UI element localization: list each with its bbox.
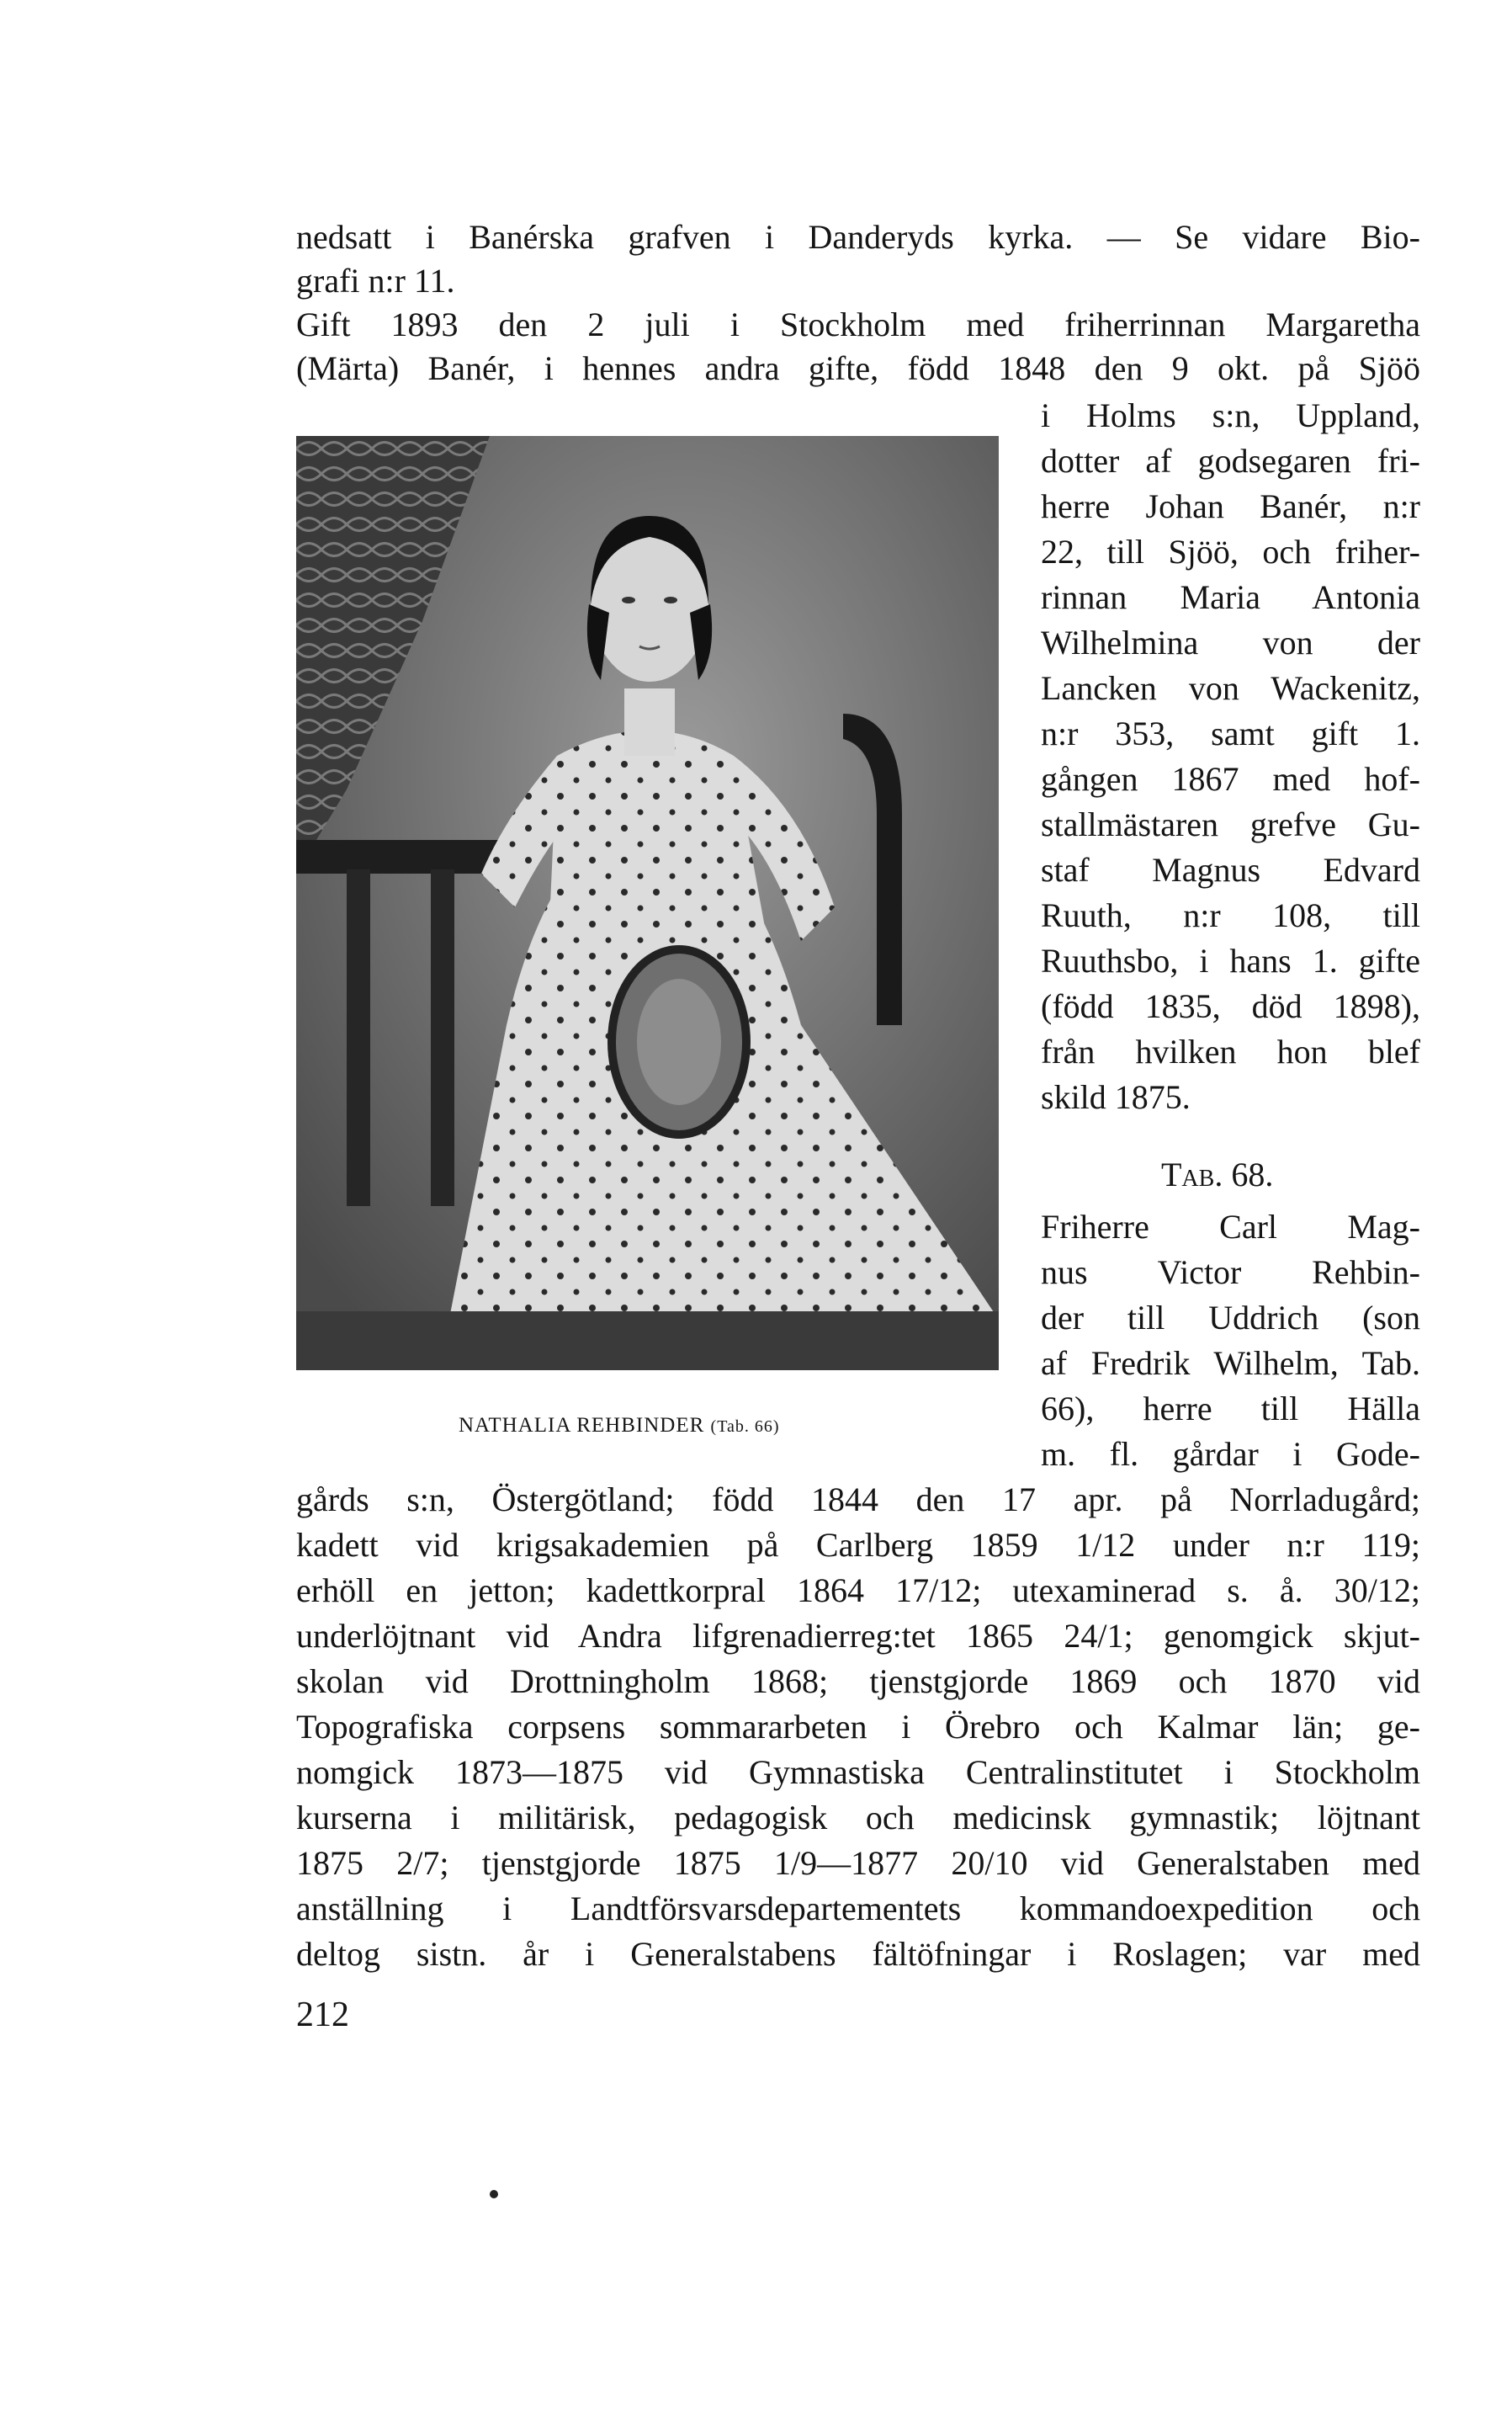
text-line: nus Victor Rehbin- bbox=[1041, 1253, 1420, 1291]
text-line: af Fredrik Wilhelm, Tab. bbox=[1041, 1344, 1420, 1382]
text-line: kurserna i militärisk, pedagogisk och medicinsk gymnastik; löjtnant bbox=[296, 1799, 1420, 1836]
text-line: erhöll en jetton; kadettkorpral 1864 17/12; utexaminerad s. å. 30/12; bbox=[296, 1571, 1420, 1609]
text-line: Lancken von Wackenitz, bbox=[1041, 669, 1420, 707]
text-line: gårds s:n, Östergötland; född 1844 den 17 apr. på Norrladugård; bbox=[296, 1480, 1420, 1518]
text-line: gången 1867 med hof- bbox=[1041, 760, 1420, 798]
text-line: der till Uddrich (son bbox=[1041, 1299, 1420, 1337]
text-line: anställning i Landtförsvarsdepartementets kommandoexpedition och bbox=[296, 1889, 1420, 1927]
text-line: (Märta) Banér, i hennes andra gifte, född 1848 den 9 okt. på Sjöö bbox=[296, 349, 1420, 387]
text-line: nedsatt i Banérska grafven i Danderyds kyrka. — Se vidare Bio- bbox=[296, 218, 1420, 256]
text-line: Ruuth, n:r 108, till bbox=[1041, 896, 1420, 934]
text-line: 22, till Sjöö, och friher- bbox=[1041, 533, 1420, 571]
text-line: dotter af godsegaren fri- bbox=[1041, 442, 1420, 480]
text-line: Ruuthsbo, i hans 1. gifte bbox=[1041, 942, 1420, 980]
text-line: Friherre Carl Mag- bbox=[1041, 1208, 1420, 1246]
photo-caption: NATHALIA REHBINDER (Tab. 66) bbox=[459, 1414, 780, 1437]
text-line: herre Johan Banér, n:r bbox=[1041, 487, 1420, 525]
text-line: skild 1875. bbox=[1041, 1078, 1191, 1116]
text-line: rinnan Maria Antonia bbox=[1041, 578, 1420, 616]
text-line: Gift 1893 den 2 juli i Stockholm med friherrinnan Margaretha bbox=[296, 306, 1420, 343]
text-line: kadett vid krigsakademien på Carlberg 1859 1/12 under n:r 119; bbox=[296, 1526, 1420, 1564]
text-line: i Holms s:n, Uppland, bbox=[1041, 396, 1420, 434]
text-line: underlöjtnant vid Andra lifgrenadierreg:tet 1865 24/1; genomgick skjut- bbox=[296, 1617, 1420, 1655]
text-line: grafi n:r 11. bbox=[296, 262, 455, 300]
text-line: stallmästaren grefve Gu- bbox=[1041, 805, 1420, 843]
text-line: 66), herre till Hälla bbox=[1041, 1390, 1420, 1427]
text-line: Wilhelmina von der bbox=[1041, 624, 1420, 662]
portrait-photo bbox=[296, 436, 999, 1370]
text-line: deltog sistn. år i Generalstabens fältöfningar i Roslagen; var med bbox=[296, 1935, 1420, 1973]
text-line: Topografiska corpsens sommararbeten i Örebro och Kalmar län; ge- bbox=[296, 1708, 1420, 1746]
text-line: 1875 2/7; tjenstgjorde 1875 1/9—1877 20/10 vid Generalstaben med bbox=[296, 1844, 1420, 1882]
page-number: 212 bbox=[296, 1996, 349, 2034]
text-line: från hvilken hon blef bbox=[1041, 1033, 1420, 1071]
text-line: (född 1835, död 1898), bbox=[1041, 987, 1420, 1025]
text-line: staf Magnus Edvard bbox=[1041, 851, 1420, 889]
text-line: n:r 353, samt gift 1. bbox=[1041, 715, 1420, 752]
portrait-illustration bbox=[296, 436, 999, 1370]
text-line: nomgick 1873—1875 vid Gymnastiska Centralinstitutet i Stockholm bbox=[296, 1753, 1420, 1791]
text-line: m. fl. gårdar i Gode- bbox=[1041, 1435, 1420, 1473]
text-line: skolan vid Drottningholm 1868; tjenstgjorde 1869 och 1870 vid bbox=[296, 1662, 1420, 1700]
tab-heading: Tab. 68. bbox=[1161, 1156, 1274, 1193]
ink-speck bbox=[490, 2190, 498, 2198]
